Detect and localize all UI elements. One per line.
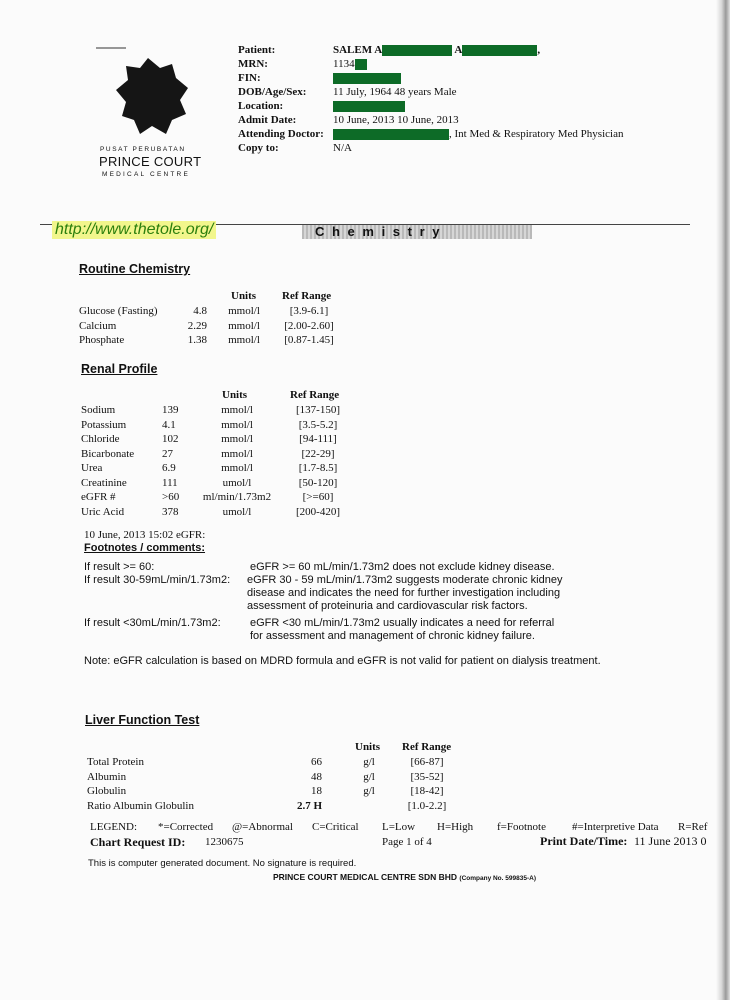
redaction-bar bbox=[333, 129, 449, 140]
label-fin: FIN: bbox=[238, 72, 261, 84]
print-date-label: Print Date/Time: bbox=[540, 834, 628, 848]
renal-cell-name: Creatinine bbox=[81, 476, 127, 489]
liver-cell-value: 2.7 H bbox=[296, 799, 322, 812]
renal-cell-ref: [3.5-5.2] bbox=[298, 418, 338, 431]
redaction-bar bbox=[462, 45, 537, 56]
legend-label: LEGEND: bbox=[90, 821, 138, 833]
liver-cell-value: 48 bbox=[311, 770, 322, 783]
company-name bbox=[273, 872, 536, 882]
chart-request-id: 1230675 bbox=[205, 836, 244, 848]
legend-item: @=Abnormal bbox=[232, 821, 293, 833]
redaction-bar bbox=[355, 59, 367, 70]
redaction-bar bbox=[333, 73, 401, 84]
renal-cell-value: 6.9 bbox=[162, 462, 176, 474]
liver-cell-ref: [35-52] bbox=[410, 770, 444, 783]
label-location: Location: bbox=[238, 100, 284, 112]
liver-cell-ref: [1.0-2.2] bbox=[407, 799, 447, 812]
renal-cell-ref: [94-111] bbox=[299, 433, 337, 445]
renal-cell-ref: [22-29] bbox=[301, 447, 335, 460]
legend-item: R=Ref bbox=[678, 821, 708, 833]
attending-doctor-value bbox=[333, 128, 623, 140]
renal-cell-name: eGFR # bbox=[81, 491, 116, 503]
renal-cell-value: 139 bbox=[162, 404, 179, 416]
label-copy-to: Copy to: bbox=[238, 142, 279, 154]
patient-name-part2: A bbox=[454, 44, 463, 56]
renal-cell-units: mmol/l bbox=[221, 433, 253, 445]
renal-cell-ref: [137-150] bbox=[296, 404, 340, 416]
page-number: Page 1 of 4 bbox=[382, 836, 432, 848]
logo-mark-icon bbox=[96, 44, 206, 144]
renal-cell-value: 102 bbox=[162, 433, 179, 445]
label-attending-doctor: Attending Doctor: bbox=[238, 128, 324, 140]
liver-cell-name: Ratio Albumin Globulin bbox=[87, 799, 194, 812]
liver-function-title: Liver Function Test bbox=[85, 713, 200, 727]
renal-cell-units: mmol/l bbox=[221, 447, 253, 460]
renal-cell-units: mmol/l bbox=[221, 462, 253, 474]
renal-cell-value: 111 bbox=[162, 476, 178, 489]
logo-line1: PUSAT PERUBATAN bbox=[100, 146, 186, 153]
renal-cell-units: ml/min/1.73m2 bbox=[202, 491, 272, 503]
watermark-url[interactable]: http://www.thetole.org/ bbox=[52, 221, 216, 239]
renal-cell-value: 27 bbox=[162, 447, 173, 460]
legend-item: #=Interpretive Data bbox=[572, 821, 659, 833]
logo-line3: MEDICAL CENTRE bbox=[102, 171, 190, 178]
renal-profile-title: Renal Profile bbox=[81, 362, 158, 376]
section-title: C h e m i s t r y bbox=[315, 224, 442, 239]
liver-cell-name: Globulin bbox=[87, 785, 127, 797]
renal-cell-name: Urea bbox=[81, 462, 103, 474]
page-edge-shadow bbox=[716, 0, 730, 1000]
label-dob: DOB/Age/Sex: bbox=[238, 86, 307, 98]
routine-cell-units: mmol/l bbox=[228, 334, 260, 346]
location-value bbox=[333, 100, 405, 112]
liver-cell-ref: [18-42] bbox=[410, 785, 444, 797]
footnote-text: eGFR 30 - 59 mL/min/1.73m2 suggests moderate chronic kidney bbox=[247, 574, 563, 586]
routine-ref-header: Ref Range bbox=[282, 290, 332, 302]
renal-cell-name: Uric Acid bbox=[81, 505, 125, 518]
label-mrn: MRN: bbox=[238, 58, 268, 70]
liver-ref-header: Ref Range bbox=[402, 741, 452, 753]
renal-cell-name: Potassium bbox=[81, 418, 127, 431]
routine-cell-value: 4.8 bbox=[193, 305, 207, 317]
renal-cell-units: mmol/l bbox=[221, 418, 253, 431]
attending-doctor-text: , Int Med & Respiratory Med Physician bbox=[449, 128, 624, 140]
renal-cell-ref: [>=60] bbox=[302, 491, 334, 503]
redaction-bar bbox=[333, 101, 405, 112]
renal-cell-name: Chloride bbox=[81, 433, 120, 445]
legend-item: *=Corrected bbox=[158, 821, 214, 833]
liver-cell-units: g/l bbox=[363, 756, 375, 768]
routine-chemistry-title: Routine Chemistry bbox=[79, 262, 191, 276]
footnote-text: eGFR >= 60 mL/min/1.73m2 does not exclude kidney disease. bbox=[250, 561, 555, 573]
fin-value bbox=[333, 72, 401, 84]
liver-cell-name: Albumin bbox=[87, 770, 127, 783]
routine-cell-ref: [2.00-2.60] bbox=[284, 319, 334, 332]
patient-name bbox=[333, 44, 540, 56]
logo-line2: PRINCE COURT bbox=[99, 154, 202, 169]
chemistry-banner bbox=[40, 219, 690, 243]
label-patient: Patient: bbox=[238, 44, 276, 56]
footnote-condition: If result >= 60: bbox=[84, 561, 155, 573]
mrn-value bbox=[333, 58, 367, 70]
legend-item: L=Low bbox=[382, 821, 416, 833]
dob-value: 11 July, 1964 48 years Male bbox=[333, 86, 457, 98]
company-number: (Company No. 599835-A) bbox=[459, 875, 536, 882]
renal-cell-units: umol/l bbox=[222, 476, 252, 489]
legend-item: H=High bbox=[437, 821, 474, 833]
liver-cell-units: g/l bbox=[363, 785, 375, 797]
footnote-text: assessment of proteinuria and cardiovascular risk factors. bbox=[247, 600, 528, 612]
renal-cell-name: Sodium bbox=[81, 404, 116, 416]
renal-cell-units: mmol/l bbox=[221, 404, 253, 416]
mrn-text: 1134 bbox=[333, 58, 355, 70]
routine-cell-units: mmol/l bbox=[228, 305, 260, 317]
renal-cell-value: 4.1 bbox=[162, 418, 176, 431]
routine-units-header: Units bbox=[231, 290, 257, 302]
footnote-text: disease and indicates the need for further investigation including bbox=[247, 587, 561, 599]
footnote-condition: If result 30-59mL/min/1.73m2: bbox=[84, 574, 231, 586]
egfr-note: Note: eGFR calculation is based on MDRD formula and eGFR is not valid for patient on dialysis treatment. bbox=[84, 655, 601, 667]
computer-generated-note: This is computer generated document. No signature is required. bbox=[88, 858, 357, 869]
print-date-value: 11 June 2013 0 bbox=[634, 834, 707, 848]
renal-cell-value: >60 bbox=[162, 491, 180, 503]
footnote-text: eGFR <30 mL/min/1.73m2 usually indicates a need for referral bbox=[250, 617, 555, 629]
footnote-text: for assessment and management of chronic kidney failure. bbox=[250, 630, 535, 642]
routine-cell-name: Glucose (Fasting) bbox=[79, 305, 158, 317]
footnote-condition: If result <30mL/min/1.73m2: bbox=[84, 617, 221, 629]
label-admit-date: Admit Date: bbox=[238, 114, 297, 126]
liver-cell-units: g/l bbox=[363, 770, 375, 783]
patient-name-part1: SALEM A bbox=[333, 44, 383, 56]
routine-cell-name: Phosphate bbox=[79, 334, 125, 346]
liver-units-header: Units bbox=[355, 741, 381, 753]
legend-item: f=Footnote bbox=[497, 821, 546, 833]
renal-cell-ref: [50-120] bbox=[298, 476, 338, 489]
routine-cell-units: mmol/l bbox=[228, 319, 260, 332]
admit-date-value: 10 June, 2013 10 June, 2013 bbox=[333, 114, 459, 126]
routine-cell-name: Calcium bbox=[79, 319, 117, 332]
patient-name-part3: , bbox=[537, 44, 541, 56]
renal-cell-units: umol/l bbox=[222, 505, 252, 518]
renal-cell-value: 378 bbox=[162, 505, 179, 518]
liver-cell-value: 66 bbox=[311, 756, 322, 768]
chart-request-label: Chart Request ID: bbox=[90, 835, 186, 849]
liver-cell-name: Total Protein bbox=[87, 756, 144, 768]
routine-cell-value: 1.38 bbox=[187, 334, 207, 346]
company-name-text: PRINCE COURT MEDICAL CENTRE SDN BHD bbox=[273, 872, 458, 882]
legend-item: C=Critical bbox=[312, 821, 359, 833]
liver-cell-value: 18 bbox=[311, 785, 322, 797]
renal-ref-header: Ref Range bbox=[290, 389, 340, 401]
renal-cell-ref: [200-420] bbox=[296, 505, 340, 518]
egfr-timestamp: 10 June, 2013 15:02 eGFR: bbox=[84, 529, 206, 541]
hospital-logo bbox=[96, 44, 206, 184]
liver-cell-ref: [66-87] bbox=[410, 756, 444, 768]
copy-to-value: N/A bbox=[333, 142, 352, 154]
routine-cell-ref: [3.9-6.1] bbox=[289, 305, 329, 317]
routine-cell-ref: [0.87-1.45] bbox=[284, 334, 334, 346]
routine-cell-value: 2.29 bbox=[187, 319, 207, 332]
renal-cell-ref: [1.7-8.5] bbox=[298, 462, 338, 474]
footnotes-title: Footnotes / comments: bbox=[84, 542, 206, 554]
renal-cell-name: Bicarbonate bbox=[81, 447, 135, 460]
renal-units-header: Units bbox=[222, 389, 248, 401]
redaction-bar bbox=[382, 45, 452, 56]
